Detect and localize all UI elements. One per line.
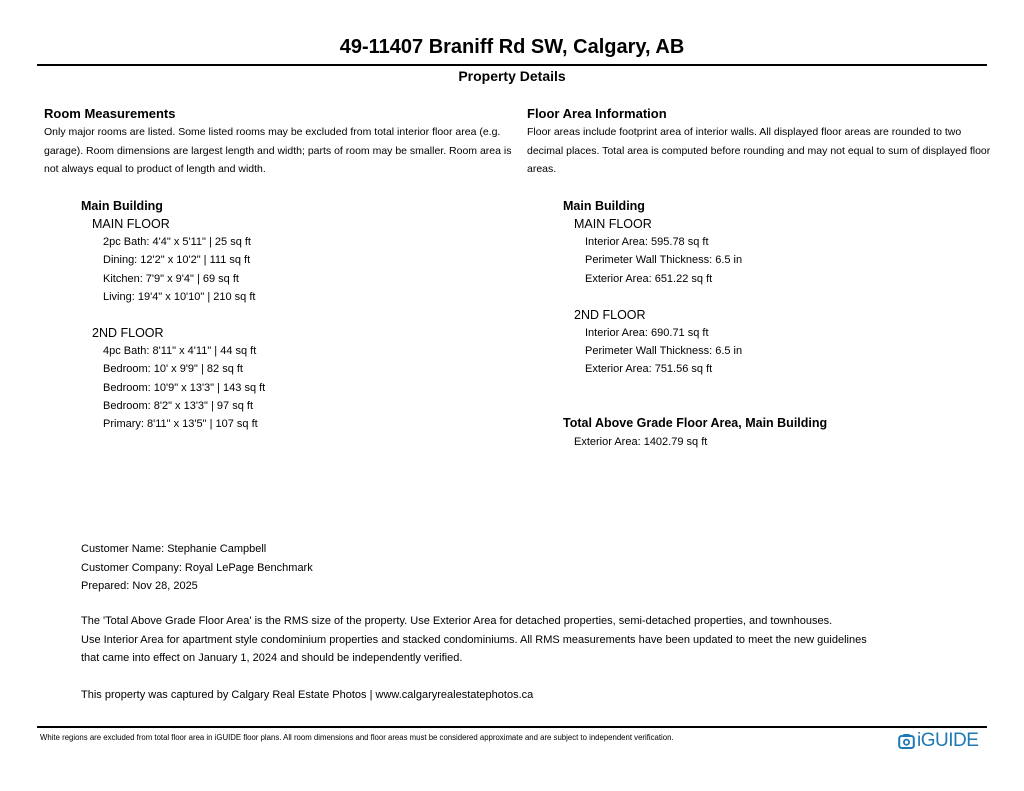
rms-note-line: Use Interior Area for apartment style condominium properties and stacked condominiums. All RMS measurements have been updated to meet the new guidelines (81, 633, 867, 646)
room-item: Kitchen: 7'9" x 9'4" | 69 sq ft (103, 272, 239, 285)
iguide-camera-icon (898, 733, 915, 750)
area-item: Exterior Area: 751.56 sq ft (585, 363, 713, 376)
floor-area-description: Floor areas include footprint area of interior walls. All displayed floor areas are rounded to two decimal places. Total area is computed before rounding and may not equal to sum of displayed floor areas. (527, 126, 991, 175)
customer-name: Customer Name: Stephanie Campbell (81, 543, 267, 555)
total-area-label: Total Above Grade Floor Area, Main Building (563, 415, 828, 430)
customer-company: Customer Company: Royal LePage Benchmark (81, 561, 313, 574)
area-item: Exterior Area: 651.22 sq ft (585, 272, 713, 285)
area-item: Perimeter Wall Thickness: 6.5 in (585, 254, 743, 267)
room-item: Primary: 8'11" x 13'5" | 107 sq ft (103, 418, 258, 431)
building-name: Main Building (81, 199, 163, 213)
header-divider (37, 64, 987, 66)
room-item: 4pc Bath: 8'11" x 4'11" | 44 sq ft (103, 345, 257, 358)
room-measurements-section (44, 106, 514, 179)
floor-name: 2ND FLOOR (92, 326, 164, 341)
floor-area-heading: Floor Area Information (527, 106, 667, 121)
iguide-logo (898, 730, 978, 752)
area-item: Perimeter Wall Thickness: 6.5 in (585, 345, 743, 358)
floor-area-list (563, 197, 993, 452)
room-item: 2pc Bath: 4'4" x 5'11" | 25 sq ft (103, 236, 251, 248)
room-item: Bedroom: 10' x 9'9" | 82 sq ft (103, 363, 243, 376)
rms-note-line: that came into effect on January 1, 2024 and should be independently verified. (81, 652, 463, 664)
customer-info (81, 540, 961, 596)
room-item: Bedroom: 10'9" x 13'3" | 143 sq ft (103, 381, 266, 394)
room-list (81, 197, 511, 434)
footer-divider (37, 726, 987, 728)
building-name: Main Building (563, 199, 645, 213)
page-subtitle: Property Details (458, 68, 566, 84)
floor-name: 2ND FLOOR (574, 307, 646, 322)
floor-name: MAIN FLOOR (92, 217, 170, 231)
room-item: Bedroom: 8'2" x 13'3" | 97 sq ft (103, 400, 254, 413)
page-title: 49-11407 Braniff Rd SW, Calgary, AB (339, 36, 685, 58)
room-measurements-heading: Room Measurements (44, 106, 176, 121)
room-item: Dining: 12'2" x 10'2" | 111 sq ft (103, 254, 251, 267)
rms-note-line: The 'Total Above Grade Floor Area' is the RMS size of the property. Use Exterior Area for detached properties, semi-detached properties, and townhouses. (81, 615, 833, 627)
room-measurements-description: Only major rooms are listed. Some listed rooms may be excluded from total interior floor area (e.g. garage). Room dimensions are largest length and width; parts of room may be smaller. Room area is not always equal to product of length and width. (44, 126, 512, 175)
captured-by: This property was captured by Calgary Real Estate Photos | www.calgaryrealestatephotos.ca (81, 689, 534, 701)
floor-area-section (527, 106, 997, 179)
floor-name: MAIN FLOOR (574, 217, 652, 231)
area-item: Interior Area: 595.78 sq ft (585, 236, 709, 248)
footer-disclaimer: White regions are excluded from total floor area in iGUIDE floor plans. All room dimensions and floor areas must be considered approximate and are subject to independent verification. (40, 733, 674, 742)
prepared-date: Prepared: Nov 28, 2025 (81, 580, 198, 592)
room-item: Living: 19'4" x 10'10" | 210 sq ft (103, 290, 256, 303)
area-item: Interior Area: 690.71 sq ft (585, 326, 709, 339)
iguide-logo-text: iGUIDE (917, 730, 979, 751)
rms-note (81, 612, 961, 668)
total-area-value: Exterior Area: 1402.79 sq ft (574, 435, 708, 448)
